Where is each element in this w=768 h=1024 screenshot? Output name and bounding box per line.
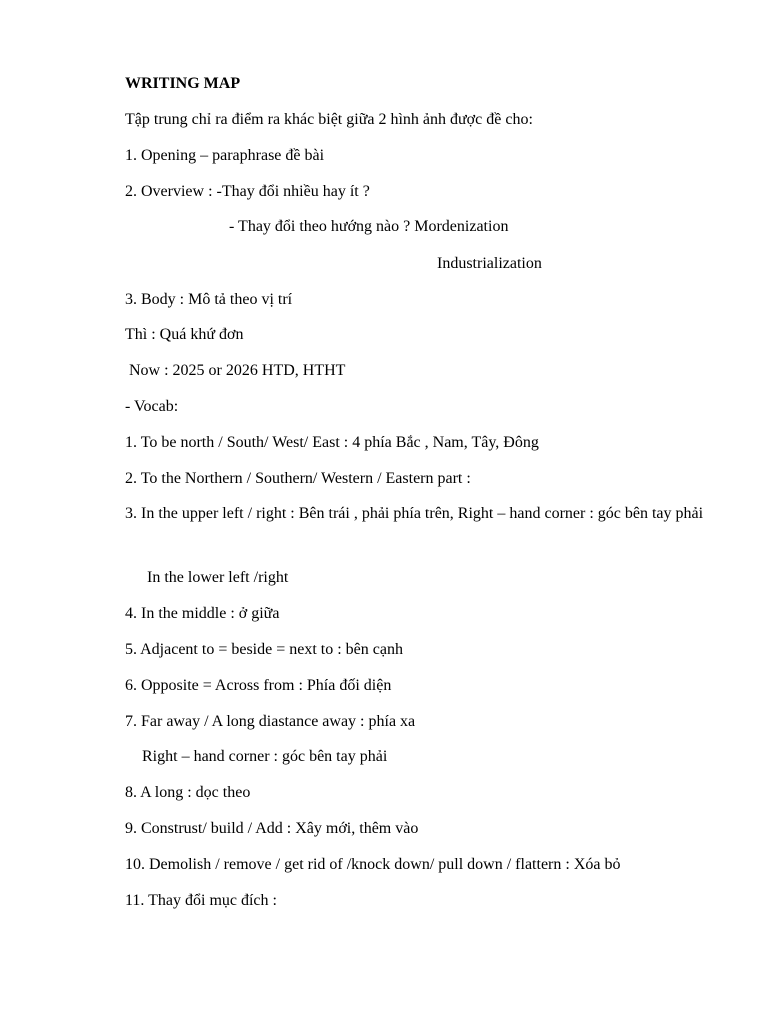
vocab-item-3: 3. In the upper left / right : Bên trái , phải phía trên, Right – hand corner : góc bên tay phải [125, 505, 704, 522]
vocab-item-1: 1. To be north / South/ West/ East : 4 phía Bắc , Nam, Tây, Đông [125, 434, 539, 451]
vocab-item-9: 9. Construst/ build / Add : Xây mới, thêm vào [125, 820, 419, 837]
step-overview-industrialization: Industrialization [437, 255, 542, 272]
step-overview: 2. Overview : -Thay đổi nhiều hay ít ? [125, 183, 370, 200]
vocab-item-8: 8. A long : dọc theo [125, 784, 251, 801]
vocab-item-7b: Right – hand corner : góc bên tay phải [142, 748, 388, 765]
step-overview-direction: - Thay đổi theo hướng nào ? Mordenization [229, 218, 509, 235]
vocab-item-2: 2. To the Northern / Southern/ Western / Eastern part : [125, 470, 471, 487]
intro-line: Tập trung chỉ ra điểm ra khác biệt giữa 2 hình ảnh được đề cho: [125, 111, 533, 128]
vocab-item-6: 6. Opposite = Across from : Phía đối diện [125, 677, 392, 694]
vocab-heading: - Vocab: [125, 398, 179, 415]
step-body: 3. Body : Mô tả theo vị trí [125, 291, 293, 308]
vocab-item-7: 7. Far away / A long diastance away : phía xa [125, 713, 416, 730]
now-line: Now : 2025 or 2026 HTD, HTHT [129, 362, 346, 379]
document-title: WRITING MAP [125, 75, 241, 92]
step-opening: 1. Opening – paraphrase đề bài [125, 147, 325, 164]
vocab-item-11: 11. Thay đổi mục đích : [125, 892, 277, 909]
vocab-item-3b: In the lower left /right [147, 569, 289, 586]
vocab-item-4: 4. In the middle : ở giữa [125, 605, 280, 622]
vocab-item-5: 5. Adjacent to = beside = next to : bên cạnh [125, 641, 403, 658]
tense-line: Thì : Quá khứ đơn [125, 326, 244, 343]
vocab-item-10: 10. Demolish / remove / get rid of /knock down/ pull down / flattern : Xóa bỏ [125, 856, 621, 873]
